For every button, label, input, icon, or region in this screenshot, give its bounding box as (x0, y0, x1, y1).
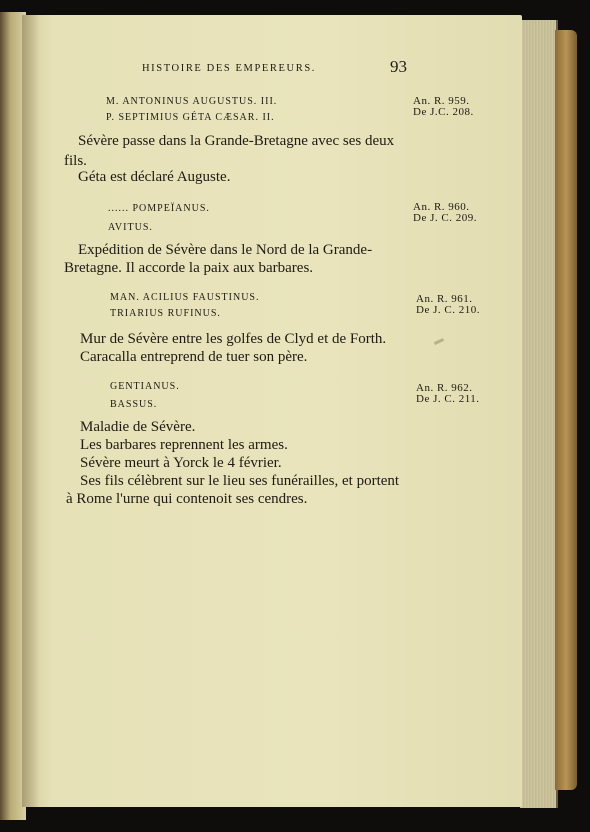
consul-line: M. ANTONINUS AUGUSTUS. III. (106, 96, 278, 107)
body-line: Mur de Sévère entre les golfes de Clyd et de Forth. (80, 331, 387, 347)
year-de-jc: De J. C. 211. (416, 393, 480, 405)
body-line: Caracalla entreprend de tuer son père. (80, 349, 308, 365)
consul-line: TRIARIUS RUFINUS. (110, 308, 221, 319)
body-line: à Rome l'urne qui contenoit ses cendres. (66, 491, 308, 507)
consul-line: ...... POMPEÏANUS. (108, 203, 210, 214)
page-number: 93 (390, 57, 407, 76)
body-line: Sévère passe dans la Grande-Bretagne avec ses deux (78, 133, 395, 149)
body-line: fils. (64, 153, 87, 169)
body-line: Maladie de Sévère. (80, 419, 196, 435)
body-line: Les barbares reprennent les armes. (80, 437, 288, 453)
book-cover-edge (555, 30, 577, 790)
body-line: Sévère meurt à Yorck le 4 février. (80, 455, 282, 471)
consul-line: GENTIANUS. (110, 381, 180, 392)
year-an-r: An. R. 962. (416, 382, 473, 394)
year-an-r: An. R. 959. (413, 95, 470, 107)
consul-line: BASSUS. (110, 399, 158, 410)
body-line: Bretagne. Il accorde la paix aux barbares. (64, 260, 314, 276)
consul-line: AVITUS. (108, 222, 153, 233)
year-de-jc: De J. C. 209. (413, 212, 477, 224)
page-edges (520, 20, 558, 808)
consul-line: P. SEPTIMIUS GÉTA CÆSAR. II. (106, 112, 275, 123)
body-line: Expédition de Sévère dans le Nord de la Grande- (78, 242, 373, 258)
year-an-r: An. R. 961. (416, 293, 473, 305)
consul-line: MAN. ACILIUS FAUSTINUS. (110, 292, 260, 303)
running-head: HISTOIRE DES EMPEREURS. (142, 63, 316, 74)
body-line: Géta est déclaré Auguste. (78, 169, 231, 185)
gutter-shadow (22, 15, 40, 807)
year-an-r: An. R. 960. (413, 201, 470, 213)
year-de-jc: De J. C. 210. (416, 304, 480, 316)
year-de-jc: De J.C. 208. (413, 106, 474, 118)
body-line: Ses fils célèbrent sur le lieu ses funérailles, et portent (80, 473, 400, 489)
